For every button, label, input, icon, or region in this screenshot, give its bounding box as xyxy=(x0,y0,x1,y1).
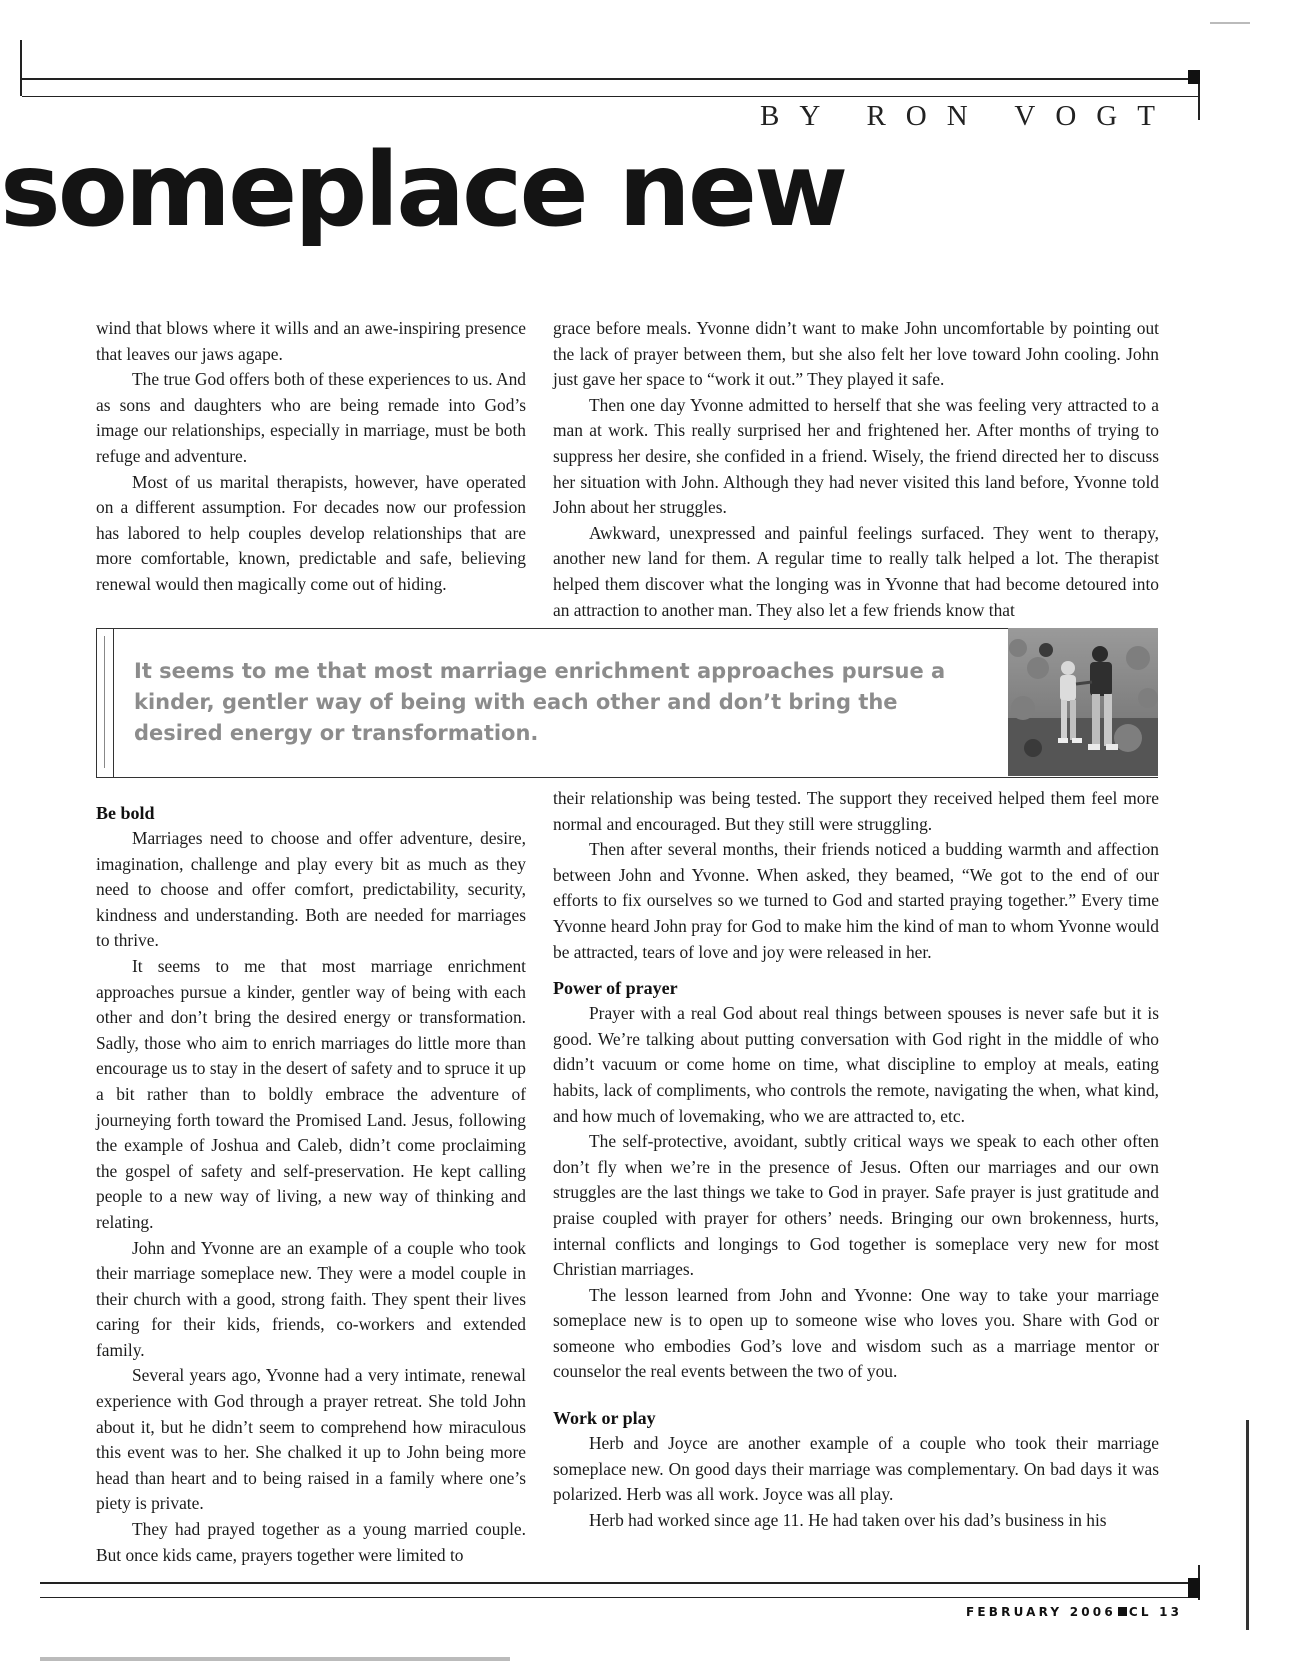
paragraph: grace before meals. Yvonne didn’t want to make John uncomfortable by pointing out the lack of prayer between them, but she also felt her love toward John cooling. John just gave her space to “work it out.” They played it safe. xyxy=(553,318,1159,390)
section-heading-work-or-play: Work or play xyxy=(553,1408,656,1429)
paragraph: They had prayed together as a young married couple. But once kids came, prayers together were limited to xyxy=(96,1519,526,1565)
paragraph: wind that blows where it wills and an awe-inspiring presence that leaves our jaws agape. xyxy=(96,318,526,364)
paragraph: Herb and Joyce are another example of a couple who took their marriage someplace new. On good days their marriage was complementary. On bad days it was polarized. Herb was all work. Joyce was all play. xyxy=(553,1433,1159,1505)
frame-right-tick xyxy=(1198,78,1200,120)
paragraph: The lesson learned from John and Yvonne: One way to take your marriage someplace new is to open up to someone wise who loves you. Share with God or someone who embodies God’s love and wisdom such as a marriage mentor or counselor the real events between the two of you. xyxy=(553,1284,1159,1382)
section-heading-power-of-prayer: Power of prayer xyxy=(553,978,678,999)
paragraph: Awkward, unexpressed and painful feelings surfaced. They went to therapy, another new land for them. A regular time to really talk helped a lot. The therapist helped them discover what the longing was in Yvonne that had become detoured into an attraction to another man. They also let a few friends know that xyxy=(553,522,1159,620)
header-corner-block xyxy=(1188,70,1200,84)
page-footer xyxy=(966,1605,1196,1625)
footer-rule-thin xyxy=(40,1597,1200,1598)
paragraph: Marriages need to choose and offer adventure, desire, imagination, challenge and play every bit as much as they need to choose and offer comfort, predictability, security, kindness and understanding. Both are needed for marriages to thrive. xyxy=(96,828,526,951)
pull-quote-bar-inner xyxy=(104,636,105,768)
header-rule-thin xyxy=(22,96,1200,97)
scan-smudge xyxy=(40,1657,510,1661)
scan-mark xyxy=(1210,22,1250,24)
scan-edge-mark xyxy=(1246,1420,1249,1630)
paragraph: Herb had worked since age 11. He had taken over his dad’s business in his xyxy=(589,1509,1107,1530)
footer-rule xyxy=(40,1582,1200,1584)
footer-square-icon xyxy=(1118,1607,1127,1616)
column-top-left xyxy=(96,316,526,598)
pull-quote-bar xyxy=(96,628,114,777)
header-rule xyxy=(22,78,1200,80)
couple-walking-photo xyxy=(1008,628,1158,776)
paragraph: It seems to me that most marriage enrichment approaches pursue a kinder, gentler way of being with each other and don’t bring the desired energy or transformation. Sadly, those who aim to enrich marriages do little more than encourage us to stay in the desert of safety and to spruce it up a bit rather than to boldly embrace the adventure of journeying forth toward the Promised Land. Jesus, following the example of Joshua and Caleb, didn’t come proclaiming the gospel of safety and self-preservation. He kept calling people to a new way of living, a new way of thinking and relating. xyxy=(96,955,526,1232)
paragraph: Prayer with a real God about real things between spouses is never safe but it is good. We’re talking about putting conversation with God right in the middle of who didn’t vacuum or come home on time, what discipline to employ at meals, eating habits, lack of compliments, who controls the remote, navigating the when, what kind, and how much of lovemaking, who we are attracted to, etc. xyxy=(553,1003,1159,1126)
column-bottom-right xyxy=(553,786,1159,1533)
footer-issue: FEBRUARY 2006 xyxy=(966,1605,1116,1619)
paragraph: John and Yvonne are an example of a couple who took their marriage someplace new. They were a model couple in their church with a good, strong faith. They spent their lives caring for their kids, friends, co-workers and extended family. xyxy=(96,1237,526,1360)
pull-quote: It seems to me that most marriage enrichment approaches pursue a kinder, gentler way of being with each other and don’t bring the desired energy or transformation. xyxy=(134,659,946,745)
paragraph: Then one day Yvonne admitted to herself that she was feeling very attracted to a man at work. This really surprised her and frightened her. After months of trying to suppress her desire, she confided in a friend. Wisely, the friend directed her to discuss her situation with John. Although they had never visited this land before, Yvonne told John about her struggles. xyxy=(553,394,1159,518)
paragraph: Several years ago, Yvonne had a very intimate, renewal experience with God through a prayer retreat. She told John about it, but he didn’t seem to comprehend how miraculous this event was to her. She chalked it up to John being more head than heart and to being raised in a family where one’s piety is private. xyxy=(96,1365,526,1514)
section-heading-be-bold: Be bold xyxy=(96,803,155,823)
byline: BY RON VOGT xyxy=(760,100,1175,132)
paragraph: The self-protective, avoidant, subtly critical ways we speak to each other often don’t fly when we’re in the presence of Jesus. Often our marriages and our own struggles are the last things we take to God in prayer. Safe prayer is just gratitude and praise coupled with prayer for others’ needs. Bringing our own brokenness, hurts, internal conflicts and longings to God together is someplace very new for most Christian marriages. xyxy=(553,1131,1159,1280)
column-top-right xyxy=(553,316,1159,623)
paragraph: Most of us marital therapists, however, have operated on a different assumption. For decades now our profession has labored to help couples develop relationships that are more comfortable, known, predictable and safe, believing renewal would then magically come out of hiding. xyxy=(96,471,526,594)
paragraph: their relationship was being tested. The support they received helped them feel more normal and encouraged. But they still were struggling. xyxy=(553,788,1159,834)
paragraph: The true God offers both of these experiences to us. And as sons and daughters who are being remade into God’s image our relationships, especially in marriage, must be both refuge and adventure. xyxy=(96,369,526,466)
article-title: someplace new xyxy=(0,131,846,250)
paragraph: Then after several months, their friends noticed a budding warmth and affection between John and Yvonne. When asked, they beamed, “We got to the end of our efforts to fix ourselves so we turned to God and started praying together.” Every time Yvonne heard John pray for God to make him the kind of man to whom Yvonne would be attracted, tears of love and joy were released in her. xyxy=(553,839,1159,962)
column-bottom-left xyxy=(96,800,526,1568)
footer-corner-block xyxy=(1188,1578,1200,1598)
photo-illustration xyxy=(1008,628,1158,776)
footer-page-number: CL 13 xyxy=(1128,1605,1183,1619)
frame-left-tick xyxy=(20,40,22,96)
